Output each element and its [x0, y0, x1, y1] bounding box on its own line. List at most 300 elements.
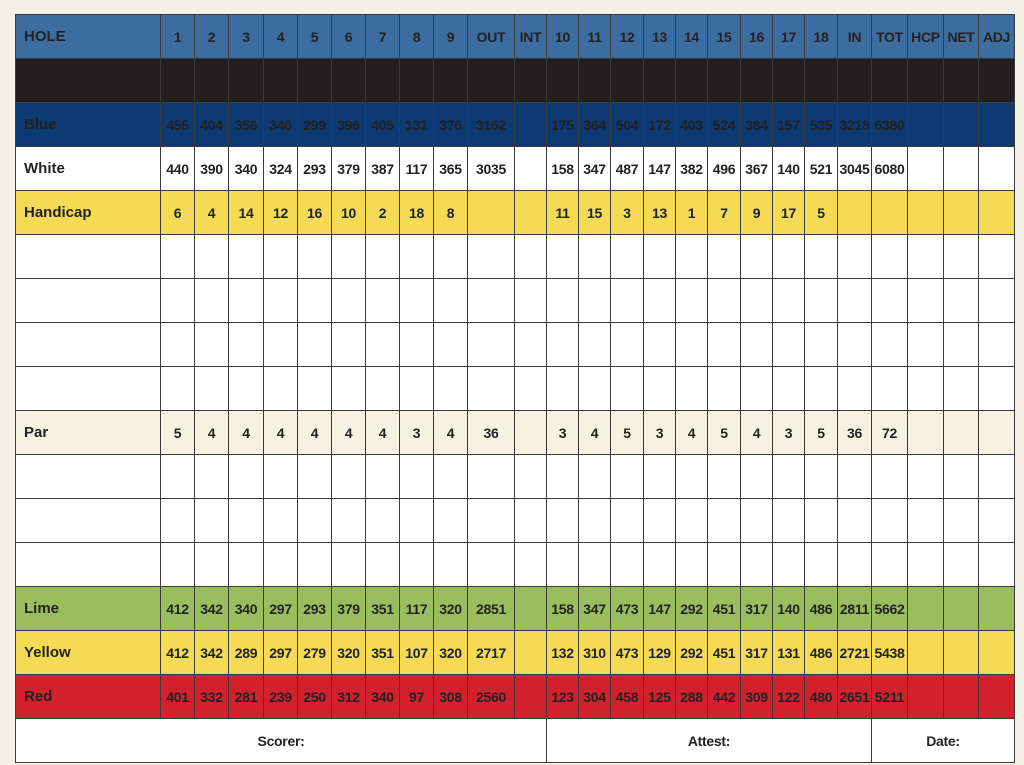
- value-cell: 398: [741, 59, 773, 103]
- value-cell: 473: [611, 631, 644, 675]
- entry-cell[interactable]: [468, 323, 515, 367]
- entry-cell[interactable]: [547, 323, 579, 367]
- entry-cell[interactable]: [944, 191, 979, 235]
- row-label[interactable]: [16, 367, 161, 411]
- entry-cell[interactable]: [400, 455, 434, 499]
- entry-cell[interactable]: [979, 279, 1015, 323]
- row-label: White: [16, 147, 161, 191]
- entry-cell[interactable]: [547, 499, 579, 543]
- entry-cell[interactable]: [468, 191, 515, 235]
- entry-cell[interactable]: [773, 543, 805, 587]
- entry-cell[interactable]: [515, 103, 547, 147]
- value-cell: 403: [676, 103, 708, 147]
- entry-cell[interactable]: [979, 59, 1015, 103]
- entry-cell[interactable]: [979, 323, 1015, 367]
- entry-cell[interactable]: [434, 543, 468, 587]
- entry-cell[interactable]: [264, 279, 298, 323]
- entry-cell[interactable]: [400, 235, 434, 279]
- entry-cell[interactable]: [979, 411, 1015, 455]
- entry-cell[interactable]: [515, 587, 547, 631]
- entry-cell[interactable]: [264, 499, 298, 543]
- header-cell: TOT: [872, 15, 908, 59]
- entry-cell[interactable]: [611, 499, 644, 543]
- entry-cell[interactable]: [579, 367, 611, 411]
- value-cell: 379: [332, 587, 366, 631]
- header-cell: 11: [579, 15, 611, 59]
- entry-cell[interactable]: [298, 543, 332, 587]
- entry-cell[interactable]: [547, 235, 579, 279]
- entry-cell[interactable]: [515, 147, 547, 191]
- value-cell: 367: [741, 147, 773, 191]
- entry-cell[interactable]: [979, 191, 1015, 235]
- entry-cell[interactable]: [944, 543, 979, 587]
- value-cell: 6: [161, 191, 195, 235]
- entry-cell[interactable]: [611, 367, 644, 411]
- attest-field[interactable]: Attest:: [547, 719, 872, 763]
- entry-cell[interactable]: [298, 279, 332, 323]
- entry-cell[interactable]: [979, 675, 1015, 719]
- entry-cell[interactable]: [229, 323, 264, 367]
- row-label[interactable]: [16, 279, 161, 323]
- entry-cell[interactable]: [741, 499, 773, 543]
- entry-cell[interactable]: [195, 323, 229, 367]
- entry-cell[interactable]: [944, 279, 979, 323]
- entry-cell[interactable]: [644, 235, 676, 279]
- row-label[interactable]: [16, 323, 161, 367]
- value-cell: 36: [468, 411, 515, 455]
- entry-cell[interactable]: [944, 103, 979, 147]
- entry-cell[interactable]: [944, 499, 979, 543]
- value-cell: 4: [264, 411, 298, 455]
- entry-cell[interactable]: [872, 279, 908, 323]
- value-cell: 364: [579, 103, 611, 147]
- entry-cell[interactable]: [708, 455, 741, 499]
- entry-cell[interactable]: [547, 279, 579, 323]
- entry-cell[interactable]: [579, 499, 611, 543]
- entry-cell[interactable]: [979, 543, 1015, 587]
- entry-cell[interactable]: [805, 543, 838, 587]
- entry-cell[interactable]: [838, 323, 872, 367]
- entry-cell[interactable]: [979, 455, 1015, 499]
- entry-cell[interactable]: [908, 455, 944, 499]
- entry-cell[interactable]: [547, 367, 579, 411]
- entry-cell[interactable]: [773, 235, 805, 279]
- entry-cell[interactable]: [434, 279, 468, 323]
- header-cell: 14: [676, 15, 708, 59]
- entry-cell[interactable]: [979, 147, 1015, 191]
- entry-cell[interactable]: [872, 543, 908, 587]
- value-cell: 310: [579, 631, 611, 675]
- entry-cell[interactable]: [644, 543, 676, 587]
- row-label: Lime: [16, 587, 161, 631]
- value-cell: 455: [161, 103, 195, 147]
- value-cell: 412: [161, 587, 195, 631]
- red-row: [16, 675, 1015, 719]
- entry-cell[interactable]: [838, 235, 872, 279]
- entry-cell[interactable]: [161, 543, 195, 587]
- entry-cell[interactable]: [264, 323, 298, 367]
- entry-cell[interactable]: [229, 235, 264, 279]
- entry-cell[interactable]: [579, 455, 611, 499]
- entry-cell[interactable]: [515, 235, 547, 279]
- entry-cell[interactable]: [332, 279, 366, 323]
- entry-cell[interactable]: [298, 499, 332, 543]
- entry-cell[interactable]: [366, 323, 400, 367]
- value-cell: 496: [708, 147, 741, 191]
- date-field[interactable]: Date:: [872, 719, 1015, 763]
- entry-cell[interactable]: [676, 543, 708, 587]
- entry-cell[interactable]: [515, 59, 547, 103]
- entry-cell[interactable]: [741, 279, 773, 323]
- entry-cell[interactable]: [515, 279, 547, 323]
- value-cell: 293: [298, 147, 332, 191]
- entry-cell[interactable]: [161, 235, 195, 279]
- value-cell: 3: [547, 411, 579, 455]
- entry-cell[interactable]: [264, 455, 298, 499]
- entry-cell[interactable]: [676, 499, 708, 543]
- entry-cell[interactable]: [708, 499, 741, 543]
- entry-cell[interactable]: [400, 499, 434, 543]
- entry-cell[interactable]: [298, 455, 332, 499]
- entry-cell[interactable]: [838, 367, 872, 411]
- header-cell: 1: [161, 15, 195, 59]
- entry-cell[interactable]: [908, 675, 944, 719]
- value-cell: 4: [676, 411, 708, 455]
- entry-cell[interactable]: [229, 543, 264, 587]
- header-cell: 12: [611, 15, 644, 59]
- value-cell: 5: [161, 411, 195, 455]
- entry-cell[interactable]: [979, 235, 1015, 279]
- entry-cell[interactable]: [741, 455, 773, 499]
- entry-cell[interactable]: [366, 235, 400, 279]
- score-entry-row: [16, 279, 1015, 323]
- value-cell: 422: [676, 59, 708, 103]
- entry-cell[interactable]: [434, 323, 468, 367]
- entry-cell[interactable]: [400, 543, 434, 587]
- scorer-field[interactable]: Scorer:: [16, 719, 547, 763]
- entry-cell[interactable]: [838, 455, 872, 499]
- entry-cell[interactable]: [872, 191, 908, 235]
- entry-cell[interactable]: [515, 411, 547, 455]
- entry-cell[interactable]: [195, 455, 229, 499]
- entry-cell[interactable]: [908, 235, 944, 279]
- row-label: Par: [16, 411, 161, 455]
- entry-cell[interactable]: [838, 279, 872, 323]
- entry-cell[interactable]: [908, 147, 944, 191]
- value-cell: 16: [298, 191, 332, 235]
- value-cell: 8: [434, 191, 468, 235]
- entry-cell[interactable]: [332, 499, 366, 543]
- entry-cell[interactable]: [872, 499, 908, 543]
- entry-cell[interactable]: [579, 235, 611, 279]
- entry-cell[interactable]: [708, 235, 741, 279]
- entry-cell[interactable]: [434, 499, 468, 543]
- value-cell: 480: [805, 675, 838, 719]
- entry-cell[interactable]: [741, 543, 773, 587]
- entry-cell[interactable]: [805, 235, 838, 279]
- entry-cell[interactable]: [838, 543, 872, 587]
- entry-cell[interactable]: [515, 543, 547, 587]
- entry-cell[interactable]: [161, 455, 195, 499]
- value-cell: 10: [332, 191, 366, 235]
- entry-cell[interactable]: [908, 543, 944, 587]
- yellow-row: [16, 631, 1015, 675]
- entry-cell[interactable]: [547, 543, 579, 587]
- entry-cell[interactable]: [676, 279, 708, 323]
- value-cell: 6380: [872, 103, 908, 147]
- value-cell: 157: [773, 103, 805, 147]
- header-cell: 4: [264, 15, 298, 59]
- value-cell: 440: [161, 147, 195, 191]
- entry-cell[interactable]: [979, 587, 1015, 631]
- header-row: [16, 15, 1015, 59]
- entry-cell[interactable]: [366, 279, 400, 323]
- value-cell: 147: [644, 147, 676, 191]
- value-cell: 122: [773, 675, 805, 719]
- entry-cell[interactable]: [434, 455, 468, 499]
- entry-cell[interactable]: [708, 367, 741, 411]
- entry-cell[interactable]: [332, 367, 366, 411]
- entry-cell[interactable]: [161, 499, 195, 543]
- value-cell: 404: [195, 103, 229, 147]
- entry-cell[interactable]: [515, 191, 547, 235]
- entry-cell[interactable]: [838, 499, 872, 543]
- entry-cell[interactable]: [979, 367, 1015, 411]
- entry-cell[interactable]: [908, 499, 944, 543]
- entry-cell[interactable]: [332, 323, 366, 367]
- entry-cell[interactable]: [908, 279, 944, 323]
- score-entry-row: [16, 367, 1015, 411]
- entry-cell[interactable]: [805, 367, 838, 411]
- score-entry-row: [16, 455, 1015, 499]
- entry-cell[interactable]: [944, 631, 979, 675]
- entry-cell[interactable]: [400, 323, 434, 367]
- value-cell: 250: [298, 675, 332, 719]
- value-cell: 5662: [872, 587, 908, 631]
- entry-cell[interactable]: [773, 367, 805, 411]
- entry-cell[interactable]: [611, 235, 644, 279]
- entry-cell[interactable]: [773, 455, 805, 499]
- entry-cell[interactable]: [805, 499, 838, 543]
- value-cell: 342: [195, 587, 229, 631]
- row-label: Handicap: [16, 191, 161, 235]
- entry-cell[interactable]: [676, 367, 708, 411]
- entry-cell[interactable]: [515, 499, 547, 543]
- entry-cell[interactable]: [332, 235, 366, 279]
- entry-cell[interactable]: [644, 279, 676, 323]
- entry-cell[interactable]: [298, 323, 332, 367]
- entry-cell[interactable]: [872, 455, 908, 499]
- entry-cell[interactable]: [515, 631, 547, 675]
- entry-cell[interactable]: [195, 235, 229, 279]
- entry-cell[interactable]: [805, 323, 838, 367]
- entry-cell[interactable]: [195, 499, 229, 543]
- entry-cell[interactable]: [229, 499, 264, 543]
- entry-cell[interactable]: [161, 279, 195, 323]
- entry-cell[interactable]: [908, 587, 944, 631]
- entry-cell[interactable]: [908, 367, 944, 411]
- value-cell: 379: [332, 147, 366, 191]
- entry-cell[interactable]: [161, 323, 195, 367]
- par-row: [16, 411, 1015, 455]
- entry-cell[interactable]: [515, 455, 547, 499]
- entry-cell[interactable]: [468, 367, 515, 411]
- row-label[interactable]: [16, 499, 161, 543]
- entry-cell[interactable]: [434, 235, 468, 279]
- entry-cell[interactable]: [741, 235, 773, 279]
- value-cell: 3045: [838, 147, 872, 191]
- entry-cell[interactable]: [872, 323, 908, 367]
- value-cell: 486: [805, 631, 838, 675]
- entry-cell[interactable]: [644, 367, 676, 411]
- entry-cell[interactable]: [468, 455, 515, 499]
- entry-cell[interactable]: [579, 323, 611, 367]
- entry-cell[interactable]: [468, 499, 515, 543]
- entry-cell[interactable]: [676, 455, 708, 499]
- entry-cell[interactable]: [579, 279, 611, 323]
- value-cell: 4: [434, 411, 468, 455]
- value-cell: 309: [741, 675, 773, 719]
- entry-cell[interactable]: [195, 279, 229, 323]
- value-cell: 299: [298, 103, 332, 147]
- entry-cell[interactable]: [979, 631, 1015, 675]
- entry-cell[interactable]: [468, 279, 515, 323]
- entry-cell[interactable]: [944, 235, 979, 279]
- entry-cell[interactable]: [644, 499, 676, 543]
- row-label[interactable]: [16, 455, 161, 499]
- entry-cell[interactable]: [611, 323, 644, 367]
- entry-cell[interactable]: [195, 543, 229, 587]
- entry-cell[interactable]: [611, 543, 644, 587]
- entry-cell[interactable]: [773, 279, 805, 323]
- entry-cell[interactable]: [332, 455, 366, 499]
- entry-cell[interactable]: [944, 675, 979, 719]
- entry-cell[interactable]: [741, 367, 773, 411]
- entry-cell[interactable]: [264, 367, 298, 411]
- entry-cell[interactable]: [332, 543, 366, 587]
- value-cell: 487: [611, 147, 644, 191]
- entry-cell[interactable]: [944, 59, 979, 103]
- entry-cell[interactable]: [468, 235, 515, 279]
- value-cell: 4: [579, 411, 611, 455]
- entry-cell[interactable]: [741, 323, 773, 367]
- entry-cell[interactable]: [708, 543, 741, 587]
- entry-cell[interactable]: [773, 499, 805, 543]
- entry-cell[interactable]: [264, 543, 298, 587]
- entry-cell[interactable]: [944, 367, 979, 411]
- entry-cell[interactable]: [773, 323, 805, 367]
- entry-cell[interactable]: [298, 235, 332, 279]
- header-cell: 8: [400, 15, 434, 59]
- entry-cell[interactable]: [298, 367, 332, 411]
- header-cell: 10: [547, 15, 579, 59]
- entry-cell[interactable]: [644, 323, 676, 367]
- header-hole-label: HOLE: [16, 15, 161, 59]
- entry-cell[interactable]: [908, 59, 944, 103]
- entry-cell[interactable]: [515, 675, 547, 719]
- entry-cell[interactable]: [805, 279, 838, 323]
- entry-cell[interactable]: [872, 367, 908, 411]
- entry-cell[interactable]: [676, 323, 708, 367]
- value-cell: 5: [805, 411, 838, 455]
- entry-cell[interactable]: [944, 587, 979, 631]
- value-cell: 3162: [468, 103, 515, 147]
- entry-cell[interactable]: [547, 455, 579, 499]
- entry-cell[interactable]: [611, 279, 644, 323]
- value-cell: 140: [773, 147, 805, 191]
- entry-cell[interactable]: [515, 367, 547, 411]
- entry-cell[interactable]: [872, 235, 908, 279]
- value-cell: 320: [434, 587, 468, 631]
- entry-cell[interactable]: [434, 367, 468, 411]
- entry-cell[interactable]: [229, 279, 264, 323]
- value-cell: 4: [195, 191, 229, 235]
- entry-cell[interactable]: [366, 499, 400, 543]
- entry-cell[interactable]: [944, 323, 979, 367]
- entry-cell[interactable]: [944, 455, 979, 499]
- entry-cell[interactable]: [708, 279, 741, 323]
- value-cell: 356: [229, 103, 264, 147]
- entry-cell[interactable]: [400, 279, 434, 323]
- entry-cell[interactable]: [366, 543, 400, 587]
- value-cell: 11: [547, 191, 579, 235]
- entry-cell[interactable]: [264, 235, 298, 279]
- entry-cell[interactable]: [195, 367, 229, 411]
- entry-cell[interactable]: [979, 499, 1015, 543]
- entry-cell[interactable]: [400, 367, 434, 411]
- header-cell: 18: [805, 15, 838, 59]
- entry-cell[interactable]: [161, 367, 195, 411]
- entry-cell[interactable]: [908, 103, 944, 147]
- entry-cell[interactable]: [944, 147, 979, 191]
- header-cell: OUT: [468, 15, 515, 59]
- value-cell: 304: [579, 675, 611, 719]
- entry-cell[interactable]: [805, 455, 838, 499]
- entry-cell[interactable]: [611, 455, 644, 499]
- entry-cell[interactable]: [468, 543, 515, 587]
- entry-cell[interactable]: [579, 543, 611, 587]
- value-cell: 3337: [468, 59, 515, 103]
- value-cell: 473: [611, 587, 644, 631]
- entry-cell[interactable]: [908, 191, 944, 235]
- row-label[interactable]: [16, 235, 161, 279]
- entry-cell[interactable]: [979, 103, 1015, 147]
- entry-cell[interactable]: [708, 323, 741, 367]
- row-label[interactable]: [16, 543, 161, 587]
- value-cell: 375: [229, 59, 264, 103]
- value-cell: 412: [332, 59, 366, 103]
- entry-cell[interactable]: [644, 455, 676, 499]
- entry-cell[interactable]: [515, 323, 547, 367]
- entry-cell[interactable]: [944, 411, 979, 455]
- entry-cell[interactable]: [838, 191, 872, 235]
- blue-row: [16, 103, 1015, 147]
- entry-cell[interactable]: [908, 323, 944, 367]
- value-cell: 129: [644, 631, 676, 675]
- value-cell: 1: [676, 191, 708, 235]
- entry-cell[interactable]: [366, 367, 400, 411]
- entry-cell[interactable]: [229, 455, 264, 499]
- row-label: Red: [16, 675, 161, 719]
- entry-cell[interactable]: [908, 411, 944, 455]
- entry-cell[interactable]: [366, 455, 400, 499]
- value-cell: 547: [708, 59, 741, 103]
- entry-cell[interactable]: [229, 367, 264, 411]
- value-cell: 107: [400, 631, 434, 675]
- value-cell: 365: [434, 147, 468, 191]
- entry-cell[interactable]: [676, 235, 708, 279]
- entry-cell[interactable]: [908, 631, 944, 675]
